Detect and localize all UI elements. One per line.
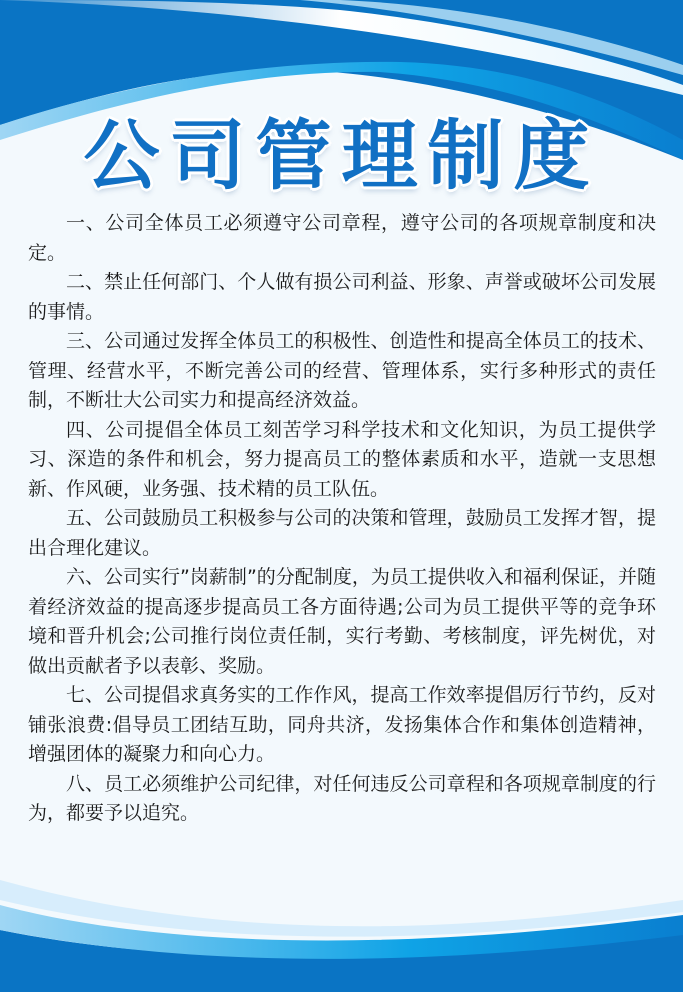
- article-6: 六、公司实行”岗薪制”的分配制度，为员工提供收入和福利保证，并随着经济效益的提高逐步提高员工各方面待遇;公司为员工提供平等的竞争环境和晋升机会;公司推行岗位责任制，实行考勤、考核制度，评先树优，对做出贡献者予以表彰、奖励。: [28, 566, 656, 677]
- article-5: 五、公司鼓励员工积极参与公司的决策和管理，鼓励员工发挥才智，提出合理化建议。: [28, 507, 656, 559]
- article-8: 八、员工必须维护公司纪律，对任何违反公司章程和各项规章制度的行为，都要予以追究。: [28, 772, 656, 824]
- article-1: 一、公司全体员工必须遵守公司章程，遵守公司的各项规章制度和决定。: [28, 212, 656, 264]
- article-4: 四、公司提倡全体员工刻苦学习科学技术和文化知识，为员工提供学习、深造的条件和机会，努力提高员工的整体素质和水平，造就一支思想新、作风硬，业务强、技术精的员工队伍。: [28, 418, 656, 500]
- article-2: 二、禁止任何部门、个人做有损公司利益、形象、声誉或破坏公司发展的事情。: [28, 271, 656, 323]
- regulations-body: [28, 209, 656, 829]
- article-7: 七、公司提倡求真务实的工作作风，提高工作效率提倡厉行节约，反对铺张浪费:倡导员工团结互助，同舟共济，发扬集体合作和集体创造精神，增强团体的凝聚力和向心力。: [28, 684, 656, 765]
- poster-title: 公司管理制度: [83, 111, 600, 200]
- article-3: 三、公司通过发挥全体员工的积极性、创造性和提高全体员工的技术、管理、经营水平，不断完善公司的经营、管理体系，实行多种形式的责任制，不断壮大公司实力和提高经济效益。: [28, 330, 656, 411]
